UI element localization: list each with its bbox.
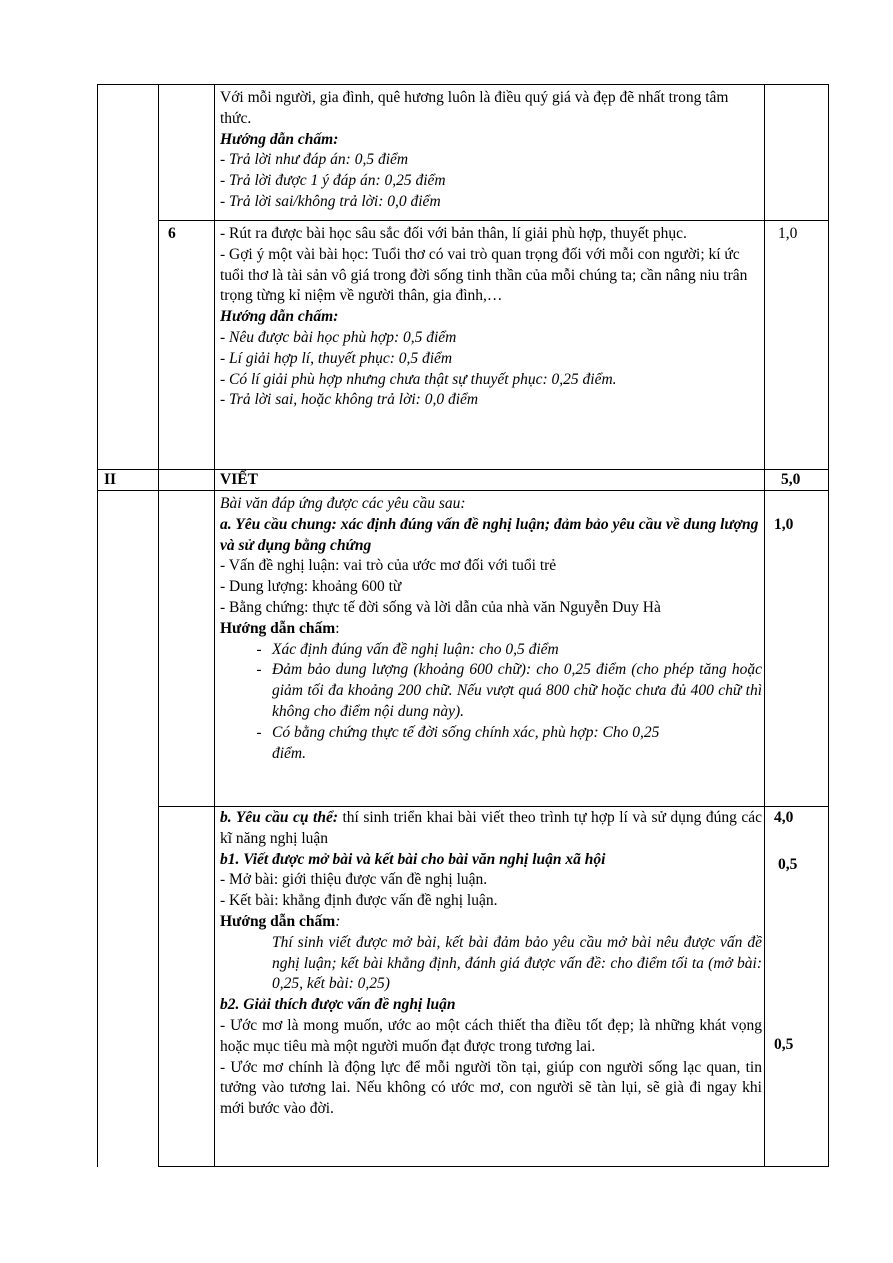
part-a-item-1: - Vấn đề nghị luận: vai trò của ước mơ đối với tuổi trẻ (220, 557, 557, 575)
b1-item-1: - Mở bài: giới thiệu được vấn đề nghị luận. (220, 871, 488, 889)
b1-guide-title: Hướng dẫn chấm (220, 912, 336, 930)
row-a-content (220, 88, 762, 213)
grid-h-row6 (158, 220, 829, 221)
part-a-guide-item: - Xác định đúng vấn đề nghị luận: cho 0,5 điểm (220, 640, 762, 661)
row-6-guide-title: Hướng dẫn chấm: (220, 308, 339, 326)
part-a-intro: Bài văn đáp ứng được các yêu cầu sau: (220, 495, 466, 512)
grid-v-4 (764, 84, 765, 1167)
row-6-p1: - Rút ra được bài học sâu sắc đối với bản thân, lí giải phù hợp, thuyết phục. (220, 225, 687, 242)
row-a-guide-title: Hướng dẫn chấm: (220, 130, 339, 148)
b2-p1: - Ước mơ là mong muốn, ước ao một cách thiết tha điều tốt đẹp; là những khát vọng hoặc mục tiêu mà một người muốn đạt được trong tương lai. (220, 1016, 762, 1055)
b1-guide: Thí sinh viết được mở bài, kết bài đảm bảo yêu cầu mở bài nêu được vấn đề nghị luận; kết bài khẳng định, đánh giá được vấn đề: cho điểm tối ta (mở bài: 0,25, kết bài: 0,25) (272, 933, 762, 993)
part-a-heading: a. Yêu cầu chung: xác định đúng vấn đề nghị luận; đảm bảo yêu cầu về dung lượng và sử dụng bằng chứng (220, 515, 759, 554)
section-ii-roman: II (104, 471, 117, 488)
row-6-p2: - Gợi ý một vài bài học: Tuổi thơ có vai trò quan trọng đối với mỗi con người; kí ức tuổi thơ là tài sản vô giá trong đời sống tinh thần của mỗi chúng ta; cần nâng niu trân trọng từng kỉ niệm về người thân, gia đình,… (220, 245, 748, 305)
row-6-guide-4: - Trả lời sai, hoặc không trả lời: 0,0 điểm (220, 391, 479, 409)
part-a-guide-item: - Đảm bảo dung lượng (khoảng 600 chữ): cho 0,25 điểm (cho phép tăng hoặc giảm tối đa khoảng 200 chữ. Nếu vượt quá 800 chữ hoặc chưa đủ 400 chữ thì không cho điểm nội dung này). (220, 660, 762, 722)
grid-v-left (97, 84, 98, 832)
part-a-guide-2: Đảm bảo dung lượng (khoảng 600 chữ): cho 0,25 điểm (cho phép tăng hoặc giảm tối đa khoảng 200 chữ. Nếu vượt quá 800 chữ hoặc chưa đủ 400 chữ thì không cho điểm nội dung này). (272, 661, 762, 720)
b2-score: 0,5 (774, 1036, 794, 1053)
grid-h-parta (97, 490, 829, 491)
b1-heading: b1. Viết được mở bài và kết bài cho bài văn nghị luận xã hội (220, 850, 606, 868)
b1-item-2: - Kết bài: khẳng định được vấn đề nghị luận. (220, 892, 498, 910)
part-a-content (220, 494, 762, 764)
part-a-item-2: - Dung lượng: khoảng 600 từ (220, 578, 402, 596)
b2-p2: - Ước mơ chính là động lực để mỗi người tồn tại, giúp con người sống lạc quan, tin tưởng vào tương lai. Nếu không có ước mơ, con người sẽ tàn lụi, sẽ già đi ngay khi mới bước vào đời. (220, 1058, 762, 1118)
part-a-guide-title: Hướng dẫn chấm (220, 619, 336, 637)
grid-h-sectionii (97, 469, 829, 470)
b1-guide-colon: : (335, 912, 341, 930)
row-6-guide-3: - Có lí giải phù hợp nhưng chưa thật sự thuyết phục: 0,25 điểm. (220, 370, 617, 388)
part-b-content (220, 808, 762, 1120)
b1-score: 0,5 (778, 856, 798, 873)
part-a-guide-3: Có bằng chứng thực tế đời sống chính xác, phù hợp: Cho 0,25 điểm. (272, 723, 660, 762)
row-a-guide-3: - Trả lời sai/không trả lời: 0,0 điểm (220, 192, 441, 210)
grid-h-partb (158, 806, 829, 807)
grid-v-3 (214, 84, 215, 1167)
row-6-guide-1: - Nêu được bài học phù hợp: 0,5 điểm (220, 328, 457, 346)
row-a-guide-1: - Trả lời như đáp án: 0,5 điểm (220, 151, 409, 169)
row-6-score: 1,0 (778, 225, 798, 242)
grid-h-top (97, 84, 829, 85)
row-a-guide-2: - Trả lời được 1 ý đáp án: 0,25 điểm (220, 172, 446, 190)
part-a-guide-1: Xác định đúng vấn đề nghị luận: cho 0,5 điểm (272, 640, 559, 658)
grid-v-left-lower (97, 832, 98, 1167)
part-b-heading-rest: thí sinh triển khai bài viết theo trình tự hợp lí và sử dụng đúng các kĩ năng nghị luận (220, 809, 762, 847)
section-ii-score: 5,0 (781, 471, 801, 488)
part-a-item-3: - Bằng chứng: thực tế đời sống và lời dẫn của nhà văn Nguyễn Duy Hà (220, 598, 661, 616)
part-a-score: 1,0 (774, 516, 794, 533)
grid-v-right (828, 84, 829, 1167)
part-b-heading: b. Yêu cầu cụ thể: (220, 809, 338, 826)
section-ii-title: VIẾT (220, 471, 258, 488)
part-a-guide-colon: : (335, 619, 340, 637)
row-a-text: Với mỗi người, gia đình, quê hương luôn là điều quý giá và đẹp đẽ nhất trong tâm thức. (220, 89, 729, 127)
row-6-guide-2: - Lí giải hợp lí, thuyết phục: 0,5 điểm (220, 349, 453, 367)
part-b-score: 4,0 (774, 809, 794, 826)
row-6-content (220, 224, 762, 411)
part-a-guide-item: - Có bằng chứng thực tế đời sống chính xác, phù hợp: Cho 0,25 điểm. (220, 723, 762, 765)
grid-v-2 (158, 84, 159, 1167)
grid-h-bottom (158, 1166, 829, 1167)
part-b-heading-block (220, 808, 762, 850)
row-6-number: 6 (168, 225, 176, 242)
b2-heading: b2. Giải thích được vấn đề nghị luận (220, 996, 456, 1014)
